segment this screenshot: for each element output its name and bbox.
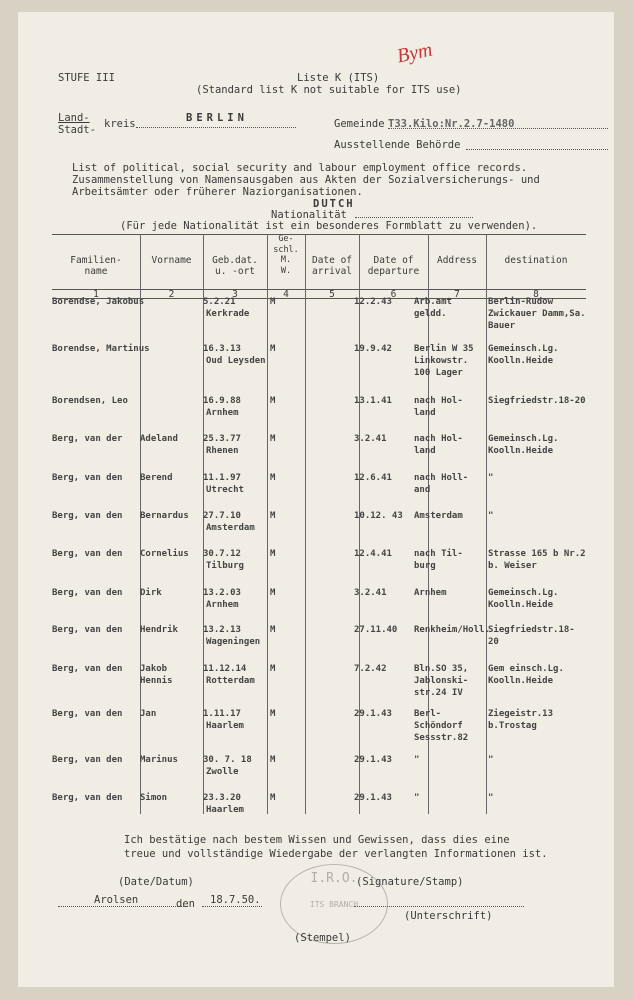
cell-departure: 7.2.42 bbox=[354, 664, 387, 674]
cell-family: Borendsen, Leo bbox=[52, 396, 128, 406]
cell-address: nach Hol- land bbox=[414, 434, 463, 456]
place-value: Arolsen bbox=[94, 894, 139, 906]
header-geschlecht bbox=[267, 234, 305, 276]
kreis-value: BERLIN bbox=[186, 112, 248, 124]
cell-departure: 10.12. 43 bbox=[354, 511, 403, 521]
cell-address: nach Holl- and bbox=[414, 473, 469, 495]
cell-family: Berg, van den bbox=[52, 625, 123, 635]
land-label: Land- bbox=[58, 112, 90, 124]
cell-birthplace: Rotterdam bbox=[206, 676, 255, 686]
cell-birthplace: Amsterdam bbox=[206, 523, 255, 533]
cell-address: Berlin W 35 Linkowstr. 100 Lager bbox=[414, 344, 474, 378]
cell-destination: Siegfriedstr.18-20 bbox=[488, 396, 586, 406]
header-label: Geb.dat. u. -ort bbox=[212, 255, 258, 277]
header-vorname bbox=[140, 255, 203, 266]
cell-dob: 11.1.97 bbox=[203, 473, 241, 483]
cell-birthplace: Wageningen bbox=[206, 637, 261, 647]
cell-given: Berend bbox=[140, 473, 173, 483]
cell-birthplace: Tilburg bbox=[206, 561, 244, 571]
cell-family: Berg, van den bbox=[52, 473, 123, 483]
nationality-dotline bbox=[355, 217, 473, 218]
cell-given: Simon bbox=[140, 793, 168, 803]
den-label: den bbox=[176, 898, 195, 910]
cell-family: Berg, van den bbox=[52, 755, 123, 765]
gemeinde-value: T33.Kilo:Nr.2.7-1480 bbox=[388, 118, 515, 130]
cell-destination: " bbox=[488, 755, 494, 765]
cell-dob: 23.3.20 bbox=[203, 793, 241, 803]
cell-birthplace: Rhenen bbox=[206, 446, 239, 456]
cell-sex: M bbox=[270, 511, 276, 521]
header-destination bbox=[486, 255, 586, 266]
cell-birthplace: Utrecht bbox=[206, 485, 244, 495]
cell-birthplace: Arnhem bbox=[206, 408, 239, 418]
header-label: Address bbox=[436, 255, 478, 266]
header-label: Date of departure bbox=[367, 255, 420, 277]
cell-dob: 16.3.13 bbox=[203, 344, 241, 354]
intro-line-2: Zusammenstellung von Namensausgaben aus Akten der Sozialversicherungs- und bbox=[72, 174, 540, 186]
col-number-6: 6 bbox=[390, 289, 397, 300]
cell-destination: " bbox=[488, 793, 494, 803]
cell-departure: 12.4.41 bbox=[354, 549, 392, 559]
col-divider-1 bbox=[140, 234, 141, 814]
header-arrival bbox=[305, 255, 359, 277]
cell-sex: M bbox=[270, 344, 276, 354]
place-dotline bbox=[58, 906, 188, 907]
cell-address: nach Til- burg bbox=[414, 549, 463, 571]
cell-sex: M bbox=[270, 664, 276, 674]
handwritten-annotation: Bym bbox=[394, 38, 435, 68]
cell-departure: 3.2.41 bbox=[354, 588, 387, 598]
cell-address: Arb.amt geldd. bbox=[414, 297, 452, 319]
cell-departure: 29.1.43 bbox=[354, 793, 392, 803]
col-divider-4 bbox=[305, 234, 306, 814]
cell-dob: 25.3.77 bbox=[203, 434, 241, 444]
intro-line-3: Arbeitsämter oder früherer Naziorganisationen. bbox=[72, 186, 363, 198]
cell-sex: M bbox=[270, 549, 276, 559]
cell-birthplace: Haarlem bbox=[206, 805, 244, 815]
header-departure bbox=[359, 255, 428, 277]
cell-family: Berg, van den bbox=[52, 793, 123, 803]
cell-destination: Strasse 165 b Nr.2 b. Weiser bbox=[488, 549, 586, 571]
col-number-7: 7 bbox=[454, 289, 460, 300]
cell-given: Dirk bbox=[140, 588, 162, 598]
cell-destination: " bbox=[488, 511, 494, 521]
stempel-label: (Stempel) bbox=[294, 932, 351, 944]
cell-given: Adeland bbox=[140, 434, 178, 444]
col-divider-7 bbox=[486, 234, 487, 814]
cell-dob: 30. 7. 18 bbox=[203, 755, 252, 765]
col-divider-3 bbox=[267, 234, 268, 814]
cell-birthplace: Zwolle bbox=[206, 767, 239, 777]
cell-dob: 1.11.17 bbox=[203, 709, 241, 719]
cell-birthplace: Kerkrade bbox=[206, 309, 250, 319]
behoerde-label: Ausstellende Behörde bbox=[334, 139, 461, 151]
nationality-note: (Für jede Nationalität ist ein besonderes Formblatt zu verwenden). bbox=[120, 220, 538, 232]
cell-sex: M bbox=[270, 709, 276, 719]
cell-sex: M bbox=[270, 588, 276, 598]
stadt-label: Stadt- bbox=[58, 124, 96, 136]
cell-sex: M bbox=[270, 625, 276, 635]
cell-departure: 29.1.43 bbox=[354, 709, 392, 719]
cell-family: Berg, van den bbox=[52, 588, 123, 598]
col-divider-5 bbox=[359, 234, 360, 814]
nationality-value: DUTCH bbox=[313, 198, 355, 210]
col-number-4: 4 bbox=[283, 289, 289, 300]
cell-given: Jan bbox=[140, 709, 157, 719]
cell-birthplace: Arnhem bbox=[206, 600, 239, 610]
cell-birthplace: Oud Leysden bbox=[206, 356, 266, 366]
cell-sex: M bbox=[270, 297, 276, 307]
cell-given: Jakob Hennis bbox=[140, 664, 173, 686]
cell-dob: 5.2.21 bbox=[203, 297, 236, 307]
intro-line-1: List of political, social security and labour employment office records. bbox=[72, 162, 528, 174]
cell-given: Bernardus bbox=[140, 511, 189, 521]
kreis-dotline bbox=[136, 127, 296, 128]
behoerde-dotline bbox=[466, 149, 608, 150]
cell-departure: 12.2.43 bbox=[354, 297, 392, 307]
cell-destination: Siegfriedstr.18- 20 bbox=[488, 625, 575, 647]
cell-destination: " bbox=[488, 473, 494, 483]
cell-family: Berg, van den bbox=[52, 709, 123, 719]
cell-family: Berg, van der bbox=[52, 434, 123, 444]
signature-label: (Signature/Stamp) bbox=[356, 876, 464, 888]
gemeinde-dotline bbox=[388, 128, 608, 129]
cell-dob: 13.2.13 bbox=[203, 625, 241, 635]
col-number-8: 8 bbox=[533, 289, 539, 300]
cell-address: nach Hol- land bbox=[414, 396, 463, 418]
cell-dob: 30.7.12 bbox=[203, 549, 241, 559]
cell-address: Berl- Schöndorf Sessstr.82 bbox=[414, 709, 469, 743]
cell-departure: 27.11.40 bbox=[354, 625, 398, 635]
cell-departure: 12.6.41 bbox=[354, 473, 392, 483]
stamp-bottom-text: ITS BRANCH bbox=[309, 900, 359, 909]
cell-birthplace: Haarlem bbox=[206, 721, 244, 731]
stufe-label: STUFE III bbox=[58, 72, 115, 84]
document-sheet bbox=[18, 12, 614, 987]
liste-title: Liste K (ITS) bbox=[297, 72, 380, 84]
nationality-label: Nationalität bbox=[271, 209, 347, 221]
cell-departure: 3.2.41 bbox=[354, 434, 387, 444]
date-value: 18.7.50. bbox=[210, 894, 261, 906]
gemeinde-label: Gemeinde bbox=[334, 118, 385, 130]
cell-address: Amsterdam bbox=[414, 511, 463, 521]
cell-sex: M bbox=[270, 793, 276, 803]
header-address bbox=[428, 255, 486, 266]
kreis-label: kreis bbox=[104, 118, 136, 130]
table-top-rule bbox=[52, 234, 586, 235]
cell-departure: 29.1.43 bbox=[354, 755, 392, 765]
cell-address: " bbox=[414, 793, 420, 803]
cell-address: Arnhem bbox=[414, 588, 447, 598]
unterschrift-label: (Unterschrift) bbox=[404, 910, 493, 922]
cell-departure: 13.1.41 bbox=[354, 396, 392, 406]
cell-dob: 16.9.88 bbox=[203, 396, 241, 406]
cell-given: Cornelius bbox=[140, 549, 189, 559]
cell-destination: Gemeinsch.Lg. Koolln.Heide bbox=[488, 588, 559, 610]
col-number-3: 3 bbox=[232, 289, 238, 300]
cell-destination: Gemeinsch.Lg. Koolln.Heide bbox=[488, 344, 559, 366]
cell-family: Borendse, Jakobus bbox=[52, 297, 145, 307]
liste-subtitle: (Standard list K not suitable for ITS use) bbox=[196, 84, 462, 96]
header-label: Vorname bbox=[151, 255, 192, 266]
cell-family: Borendse, Martinus bbox=[52, 344, 150, 354]
cell-departure: 19.9.42 bbox=[354, 344, 392, 354]
cell-address: " bbox=[414, 755, 420, 765]
cell-destination: Gem einsch.Lg. Koolln.Heide bbox=[488, 664, 564, 686]
header-familienname bbox=[52, 255, 140, 277]
header-label: Date of arrival bbox=[311, 255, 353, 277]
cell-family: Berg, van den bbox=[52, 664, 123, 674]
cell-given: Marinus bbox=[140, 755, 178, 765]
header-label: destination bbox=[504, 255, 568, 266]
col-divider-2 bbox=[203, 234, 204, 814]
header-geburt bbox=[203, 255, 267, 277]
cell-sex: M bbox=[270, 755, 276, 765]
cell-destination: Berlin-Rudow Zwickauer Damm,Sa. Bauer bbox=[488, 297, 586, 331]
cell-family: Berg, van den bbox=[52, 549, 123, 559]
header-label: Ge- schl. M. W. bbox=[273, 234, 299, 276]
cell-address: Bln.SO 35, Jablonski- str.24 IV bbox=[414, 664, 469, 698]
cell-dob: 13.2.03 bbox=[203, 588, 241, 598]
cell-given: Hendrik bbox=[140, 625, 178, 635]
col-number-2: 2 bbox=[168, 289, 175, 300]
cell-sex: M bbox=[270, 434, 276, 444]
header-label: Familien- name bbox=[70, 255, 122, 277]
cell-destination: Gemeinsch.Lg. Koolln.Heide bbox=[488, 434, 559, 456]
date-label: (Date/Datum) bbox=[118, 876, 194, 888]
cell-address: Renkheim/Holl. bbox=[414, 625, 490, 635]
col-number-1: 1 bbox=[93, 289, 99, 300]
cell-sex: M bbox=[270, 473, 276, 483]
cell-sex: M bbox=[270, 396, 276, 406]
date-dotline bbox=[202, 906, 262, 907]
confirm-line-2: treue und vollständige Wiedergabe der verlangten Informationen ist. bbox=[124, 848, 548, 860]
cell-destination: Ziegeistr.13 b.Trostag bbox=[488, 709, 554, 731]
cell-dob: 11.12.14 bbox=[203, 664, 247, 674]
signature-dotline bbox=[354, 906, 524, 907]
cell-family: Berg, van den bbox=[52, 511, 123, 521]
stamp-top-text: I.R.O. bbox=[310, 871, 358, 886]
confirm-line-1: Ich bestätige nach bestem Wissen und Gewissen, dass dies eine bbox=[124, 834, 510, 846]
col-number-5: 5 bbox=[329, 289, 335, 300]
cell-dob: 27.7.10 bbox=[203, 511, 241, 521]
